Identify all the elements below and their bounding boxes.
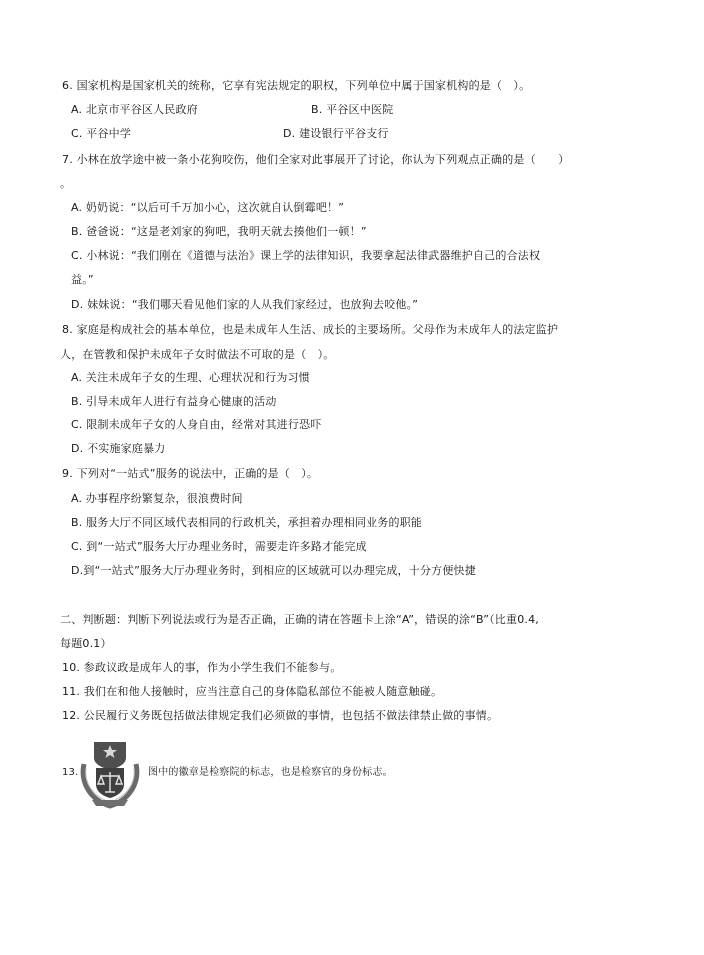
q7-option-c-cont: 益。” [71,273,94,286]
q9-option-a: A. 办事程序纷繁复杂，很浪费时间 [71,492,243,505]
q6-option-b: B. 平谷区中医院 [311,103,394,116]
q11-statement: 11. 我们在和他人接触时，应当注意自己的身体隐私部位不能被人随意触碰。 [62,685,443,698]
q7-stem: 7. 小林在放学途中被一条小花狗咬伤，他们全家对此事展开了讨论，你认为下列观点正确的是（ ） [62,153,570,166]
q9-option-d: D.到“一站式”服务大厅办理业务时，到相应的区域就可以办理完成，十分方便快捷 [71,564,476,577]
q6-option-a: A. 北京市平谷区人民政府 [71,103,198,116]
q8-option-a: A. 关注未成年子女的生理、心理状况和行为习惯 [71,371,310,384]
q7-option-b: B. 爸爸说：“这是老刘家的狗吧，我明天就去揍他们一顿！” [71,225,367,238]
procuratorate-emblem-icon [74,734,146,810]
q6-option-d: D. 建设银行平谷支行 [283,127,389,140]
q9-option-c: C. 到“一站式”服务大厅办理业务时，需要走许多路才能完成 [71,540,367,553]
q6-option-c: C. 平谷中学 [71,127,132,140]
q7-option-a: A. 奶奶说：“以后可千万加小心，这次就自认倒霉吧！” [71,201,345,214]
q13-number: 13. [62,767,79,778]
q12-statement: 12. 公民履行义务既包括做法律规定我们必须做的事情，也包括不做法律禁止做的事情。 [62,709,499,722]
q8-stem-cont: 人，在管教和保护未成年子女时做法不可取的是（ ）。 [60,348,335,361]
q9-option-b: B. 服务大厅不同区域代表相同的行政机关，承担着办理相同业务的职能 [71,516,423,529]
q13-statement: 图中的徽章是检察院的标志，也是检察官的身份标志。 [148,767,393,778]
q7-stem-end: 。 [60,177,72,190]
q7-option-c: C. 小林说：“我们刚在《道德与法治》课上学的法律知识，我要拿起法律武器维护自己的合法权 [71,249,541,262]
q8-option-d: D. 不实施家庭暴力 [71,442,166,455]
q10-statement: 10. 参政议政是成年人的事，作为小学生我们不能参与。 [62,661,342,674]
q7-option-d: D. 妹妹说：“我们哪天看见他们家的人从我们家经过，也放狗去咬他。” [71,298,419,311]
q8-option-c: C. 限制未成年子女的人身自由，经常对其进行恐吓 [71,418,322,431]
q8-option-b: B. 引导未成年人进行有益身心健康的活动 [71,395,277,408]
section2-heading: 二、判断题：判断下列说法或行为是否正确，正确的请在答题卡上涂“A”，错误的涂“B”（比重0.4, [60,613,539,626]
q8-stem: 8. 家庭是构成社会的基本单位，也是未成年人生活、成长的主要场所。父母作为未成年人的法定监护 [62,323,559,336]
section2-heading-cont: 每题0.1） [60,637,112,650]
q6-stem: 6. 国家机构是国家机关的统称，它享有宪法规定的职权，下列单位中属于国家机构的是（ ）。 [62,79,531,92]
q9-stem: 9. 下列对“一站式”服务的说法中，正确的是（ ）。 [62,467,319,480]
